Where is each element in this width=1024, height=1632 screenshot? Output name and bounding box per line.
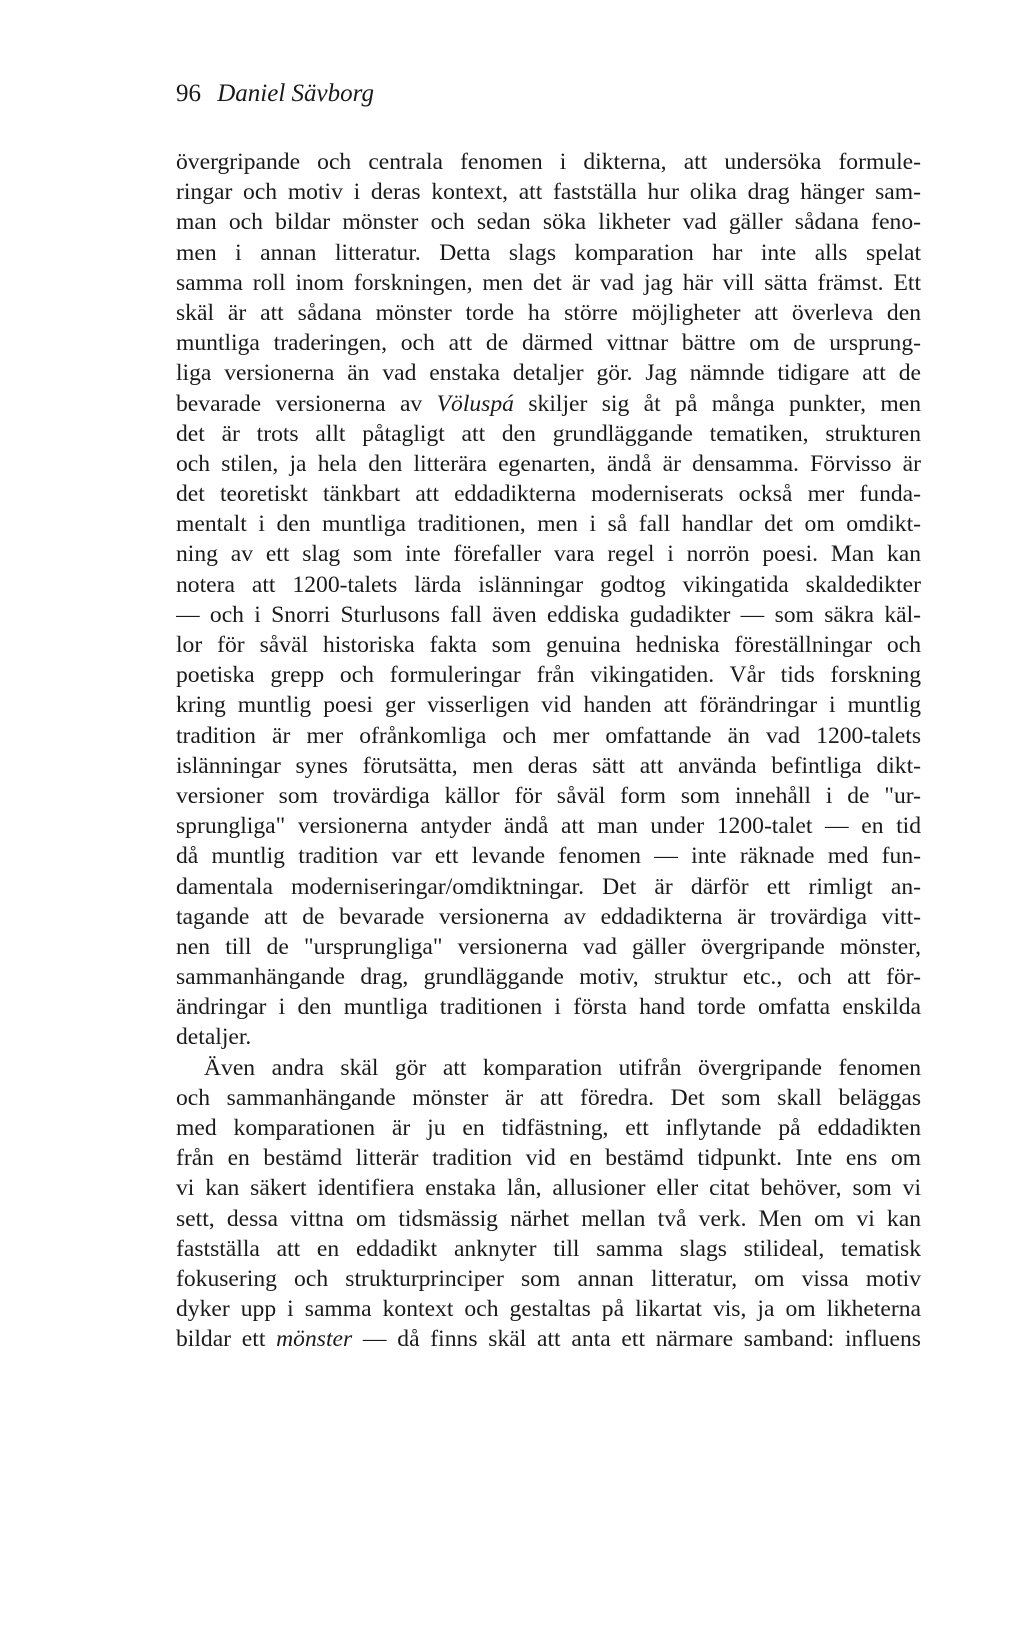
body-text	[176, 147, 921, 1355]
text-line: sammanhängande drag, grundläggande motiv, struktur etc., och att för-	[176, 964, 921, 991]
text-line: ringar och motiv i deras kontext, att fastställa hur olika drag hänger sam-	[176, 179, 921, 206]
text-line: från en bestämd litterär tradition vid en bestämd tidpunkt. Inte ens om	[176, 1145, 921, 1172]
text-line: och stilen, ja hela den litterära egenarten, ändå är densamma. Förvisso är	[176, 450, 921, 477]
text-line: vi kan säkert identifiera enstaka lån, allusioner eller citat behöver, som vi	[176, 1175, 921, 1202]
text-line: Även andra skäl gör att komparation utifrån övergripande fenomen	[204, 1054, 921, 1081]
text-line: det är trots allt påtagligt att den grundläggande tematiken, strukturen	[176, 420, 921, 447]
text-segment: — då finns skäl att anta ett närmare samband: influens	[352, 1326, 921, 1353]
text-line: dyker upp i samma kontext och gestaltas på likartat vis, ja om likheterna	[176, 1296, 921, 1323]
text-line: övergripande och centrala fenomen i dikterna, att undersöka formule-	[176, 149, 921, 175]
text-line: detaljer.	[176, 1024, 252, 1051]
text-line: fokusering och strukturprinciper som annan litteratur, om vissa motiv	[176, 1265, 921, 1292]
text-line: sprungliga" versionerna antyder ändå att man under 1200-talet — en tid	[176, 813, 921, 840]
text-line: kring muntlig poesi ger visserligen vid handen att förändringar i muntlig	[176, 692, 921, 719]
text-segment: skiljer sig åt på många punkter, men	[513, 390, 921, 417]
text-line: tradition är mer ofrånkomliga och mer omfattande än vad 1200-talets	[176, 722, 921, 749]
text-segment: bevarade versionerna av	[176, 390, 437, 417]
text-line: men i annan litteratur. Detta slags komparation har inte alls spelat	[176, 239, 921, 266]
text-line: ändringar i den muntliga traditionen i första hand torde omfatta enskilda	[176, 994, 921, 1021]
text-line: och sammanhängande mönster är att föredra. Det som skall beläggas	[176, 1084, 921, 1111]
text-line: mentalt i den muntliga traditionen, men i så fall handlar det om omdikt-	[176, 511, 921, 538]
text-segment: bildar ett	[176, 1326, 277, 1353]
text-line: poetiska grepp och formuleringar från vikingatiden. Vår tids forskning	[176, 662, 921, 689]
text-line: sett, dessa vittna om tidsmässig närhet mellan två verk. Men om vi kan	[176, 1205, 921, 1232]
text-line	[176, 1324, 921, 1354]
author-name: Daniel Sävborg	[217, 80, 374, 107]
text-line: lor för såväl historiska fakta som genuina hedniska föreställningar och	[176, 632, 921, 658]
text-line: nen till de "ursprungliga" versionerna vad gäller övergripande mönster,	[176, 933, 921, 960]
text-line: med komparationen är ju en tidfästning, ett inflytande på eddadikten	[176, 1115, 921, 1141]
italic-emphasis: mönster	[276, 1326, 353, 1353]
page-number: 96	[176, 80, 201, 107]
text-line: versioner som trovärdiga källor för såväl form som innehåll i de "ur-	[176, 782, 921, 809]
text-line: notera att 1200-talets lärda islänningar godtog vikingatida skaldedikter	[176, 571, 921, 598]
text-line: islänningar synes förutsätta, men deras sätt att använda befintliga dikt-	[176, 752, 921, 779]
text-line: liga versionerna än vad enstaka detaljer gör. Jag nämnde tidigare att de	[176, 360, 921, 387]
text-line: skäl är att sådana mönster torde ha större möjligheter att överleva den	[176, 299, 921, 326]
text-line: då muntlig tradition var ett levande fenomen — inte räknade med fun-	[176, 843, 921, 870]
text-line: fastställa att en eddadikt anknyter till samma slags stilideal, tematisk	[176, 1235, 921, 1262]
text-line: damentala moderniseringar/omdiktningar. Det är därför ett rimligt an-	[176, 873, 921, 900]
text-line: man och bildar mönster och sedan söka likheter vad gäller sådana feno-	[176, 209, 921, 236]
text-line: det teoretiskt tänkbart att eddadikterna moderniserats också mer funda-	[176, 481, 921, 508]
text-line: tagande att de bevarade versionerna av eddadikterna är trovärdiga vitt-	[176, 903, 921, 930]
text-line: — och i Snorri Sturlusons fall även eddiska gudadikter — som säkra käl-	[176, 601, 921, 628]
text-line: ning av ett slag som inte förefaller vara regel i norrön poesi. Man kan	[176, 541, 921, 568]
text-line: samma roll inom forskningen, men det är vad jag här vill sätta främst. Ett	[176, 269, 921, 296]
text-line: muntliga traderingen, och att de därmed vittnar bättre om de ursprung-	[176, 330, 921, 357]
running-head	[176, 78, 374, 110]
text-line	[176, 389, 921, 419]
italic-title: Völuspá	[436, 390, 514, 417]
